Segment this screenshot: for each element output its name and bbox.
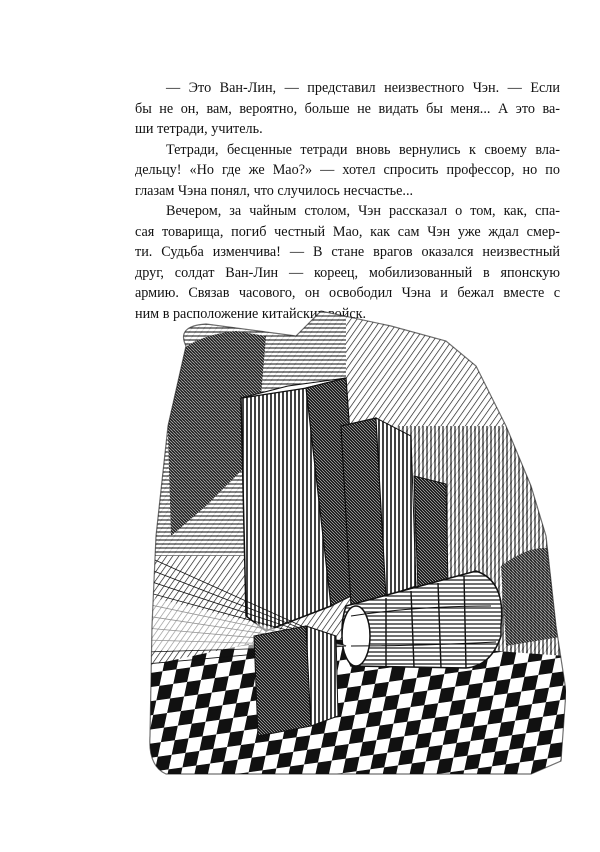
text-line: ти. Судьба изменчива! — В стане врагов оказался неизвестный: [135, 244, 560, 260]
text-line: бы не он, вам, вероятно, больше не видать бы меня... А это ва-: [135, 100, 560, 117]
text-line: — Это Ван-Лин, — представил неизвестного Чэн. — Если: [166, 80, 560, 96]
engraved-machine-illustration-icon: [146, 306, 566, 776]
paragraph-2: [135, 140, 560, 202]
text-line: друг, солдат Ван-Лин — кореец, мобилизованный в японскую: [135, 264, 560, 281]
text-line: армию. Связав часового, он освободил Чэна и бежал вместе с: [135, 285, 560, 301]
text-line: Тетради, бесценные тетради вновь вернулись к своему вла-: [166, 141, 560, 158]
text-line: дельцу! «Но где же Мао?» — хотел спросить профессор, но по: [135, 162, 560, 178]
text-line: глазам Чэна понял, что случилось несчастье...: [135, 182, 414, 199]
paragraph-1: [135, 78, 560, 140]
text-line: Вечером, за чайным столом, Чэн рассказал о том, как, спа-: [166, 203, 560, 219]
text-line: ним в расположение китайских войск.: [135, 305, 367, 322]
text-line: сая товарища, погиб честный Мао, как сам Чэн уже ждал смер-: [135, 223, 560, 240]
text-line: ши тетради, учитель.: [135, 121, 263, 137]
body-text: [135, 78, 560, 324]
